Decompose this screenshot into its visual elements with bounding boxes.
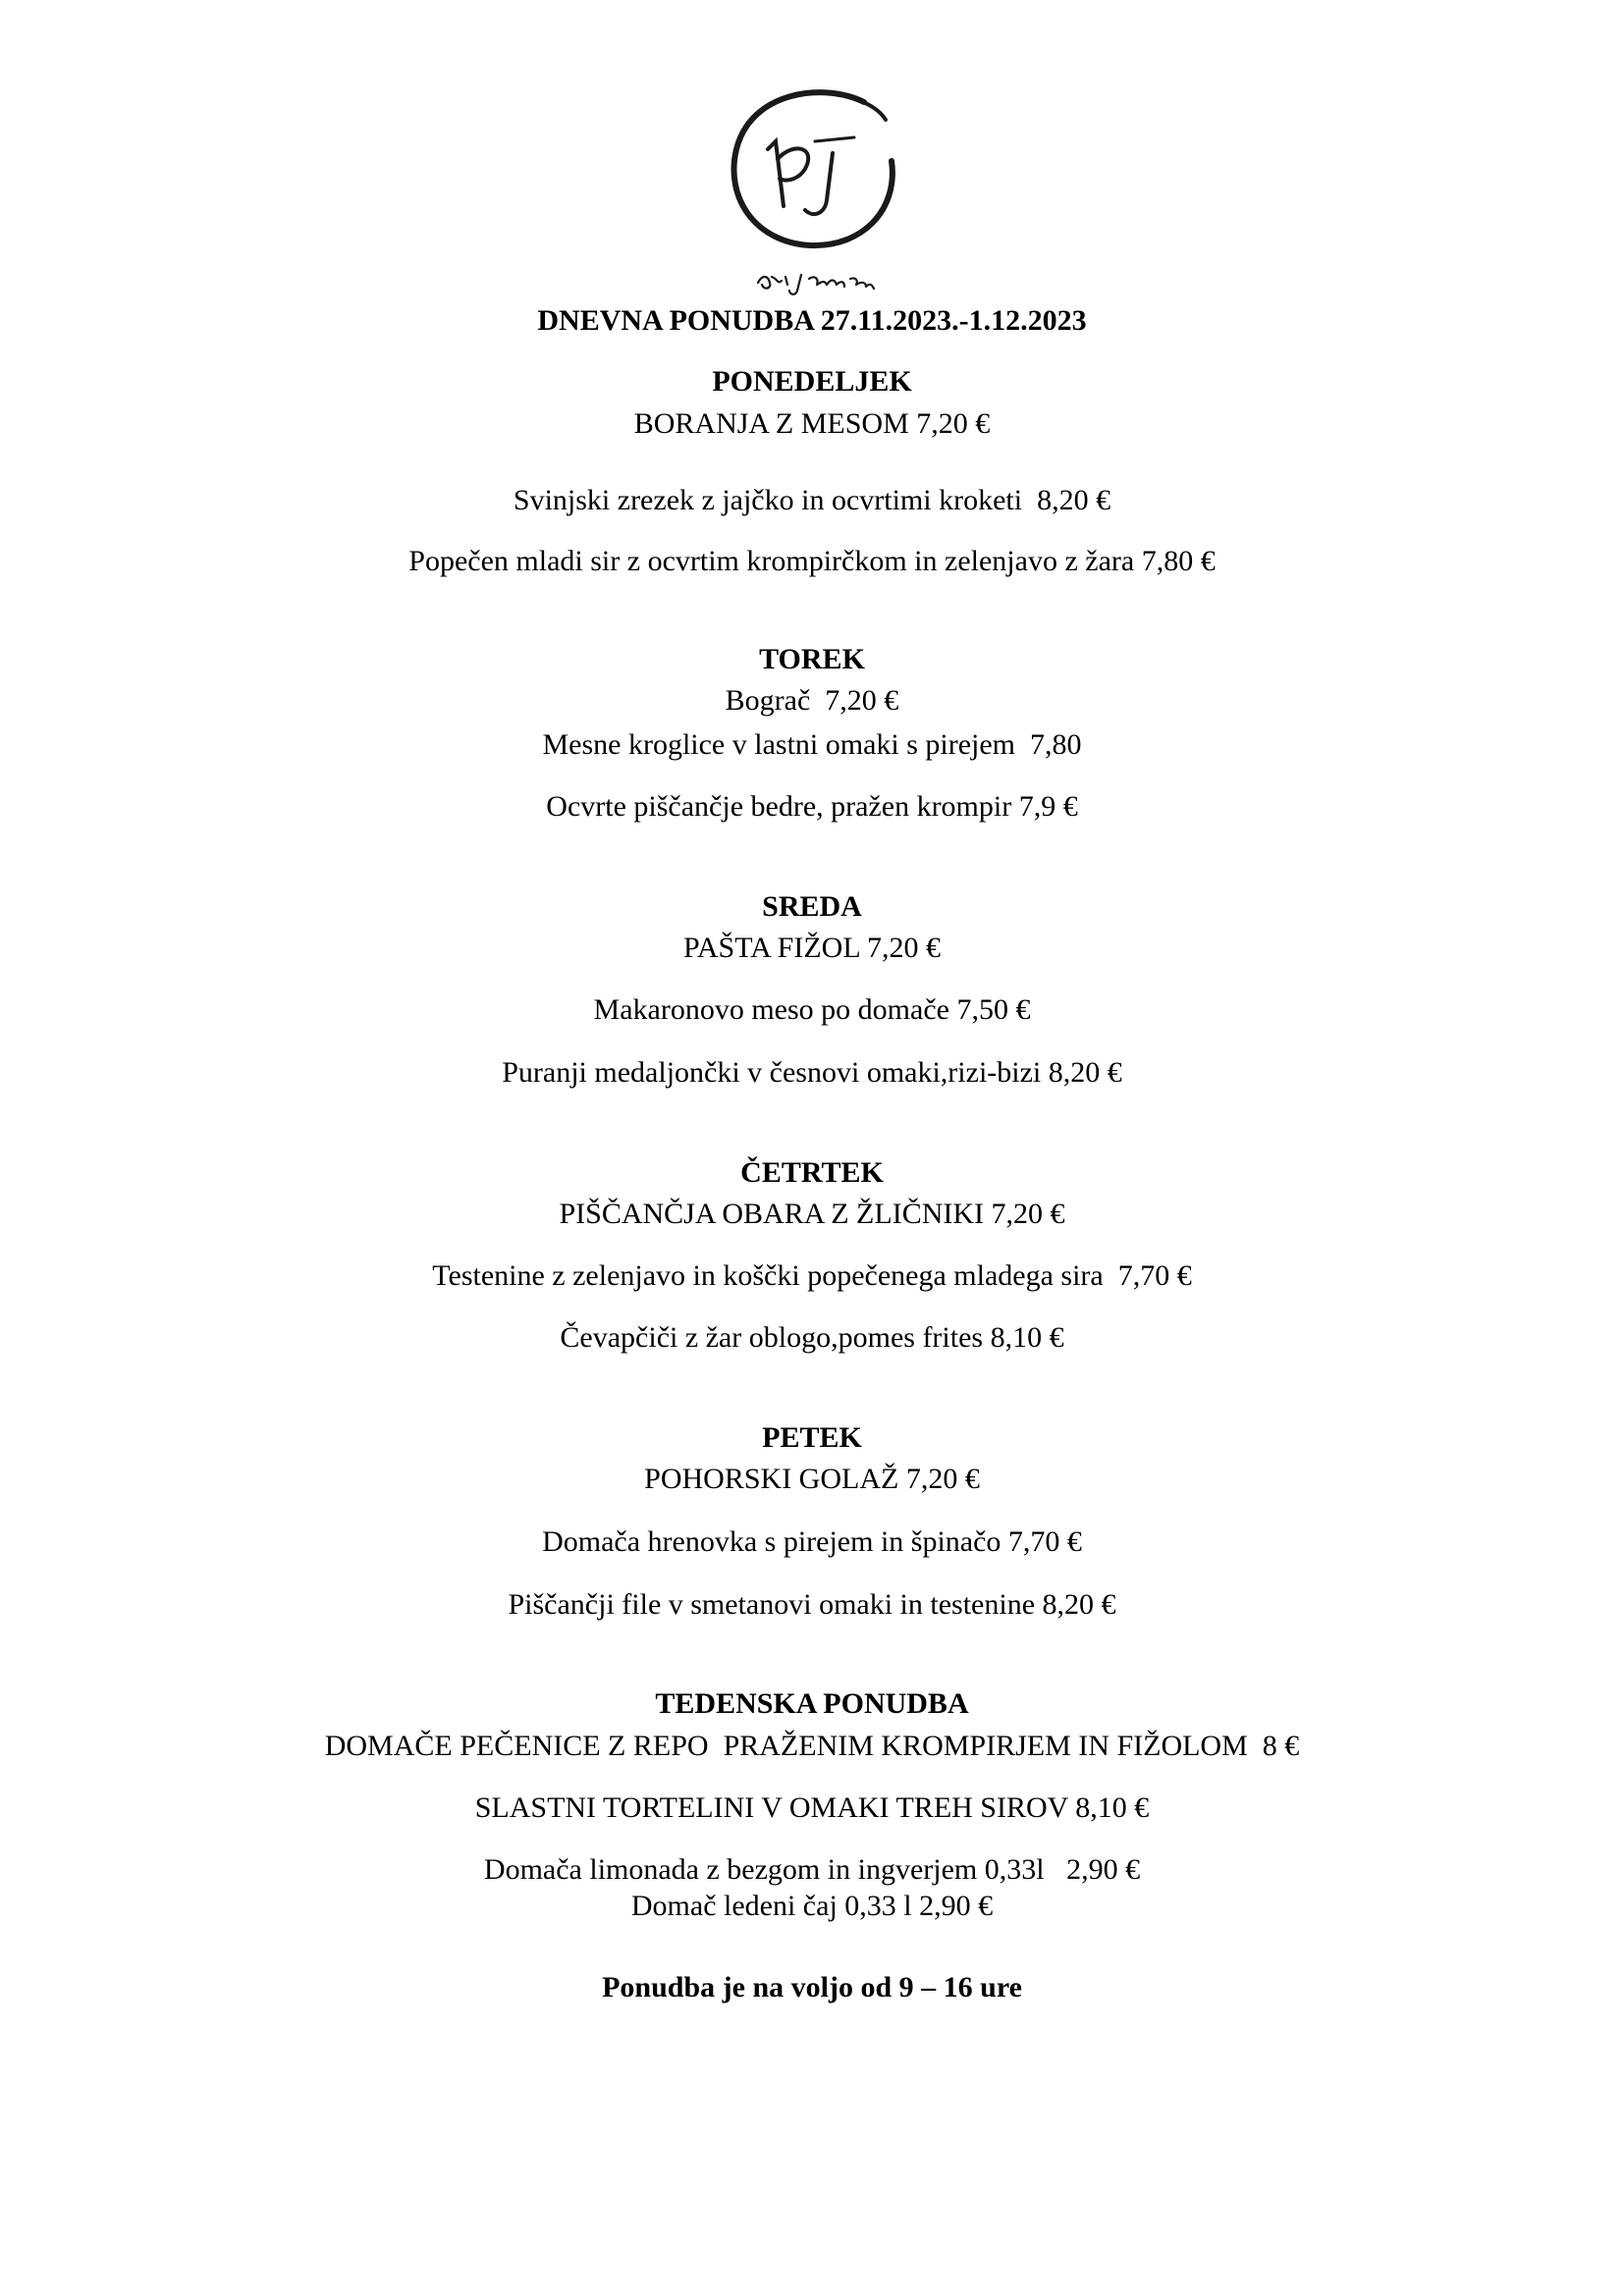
restaurant-logo <box>707 80 923 306</box>
menu-item: Čevapčiči z žar oblogo,pomes frites 8,10 € <box>560 1321 1064 1354</box>
menu-item: POHORSKI GOLAŽ 7,20 € <box>644 1463 980 1495</box>
day-heading-ponedeljek: PONEDELJEK <box>712 365 912 398</box>
menu-item: BORANJA Z MESOM 7,20 € <box>633 407 991 440</box>
weekly-offer-item: Domača limonada z bezgom in ingverjem 0,33l 2,90 € <box>483 1853 1141 1886</box>
logo-mark-icon <box>707 80 923 306</box>
menu-item: Ocvrte piščančje bedre, pražen krompir 7,9 € <box>546 790 1078 823</box>
menu-item: Svinjski zrezek z jajčko in ocvrtimi kroketi 8,20 € <box>513 484 1111 516</box>
menu-item: PAŠTA FIŽOL 7,20 € <box>682 932 942 964</box>
menu-item: Popečen mladi sir z ocvrtim krompirčkom in zelenjavo z žara 7,80 € <box>408 545 1216 577</box>
menu-item: Makaronovo meso po domače 7,50 € <box>593 993 1031 1026</box>
day-heading-petek: PETEK <box>762 1421 862 1454</box>
weekly-offer-item: Domač ledeni čaj 0,33 l 2,90 € <box>630 1890 994 1922</box>
menu-title: DNEVNA PONUDBA 27.11.2023.-1.12.2023 <box>537 304 1087 337</box>
availability-note: Ponudba je na voljo od 9 – 16 ure <box>602 1971 1022 2003</box>
menu-item: Bograč 7,20 € <box>725 684 899 717</box>
menu-item: Piščančji file v smetanovi omaki in testenine 8,20 € <box>508 1588 1116 1621</box>
menu-item: Domača hrenovka s pirejem in špinačo 7,70 € <box>542 1525 1082 1558</box>
weekly-offer-item: DOMAČE PEČENICE Z REPO PRAŽENIM KROMPIRJEM IN FIŽOLOM 8 € <box>324 1730 1300 1762</box>
menu-item: Mesne kroglice v lastni omaki s pirejem 7,80 <box>542 728 1082 761</box>
day-heading-cetrtek: ČETRTEK <box>740 1156 884 1189</box>
menu-item: Puranji medaljončki v česnovi omaki,rizi-bizi 8,20 € <box>502 1056 1122 1089</box>
weekly-offer-heading: TEDENSKA PONUDBA <box>655 1687 969 1720</box>
menu-item: PIŠČANČJA OBARA Z ŽLIČNIKI 7,20 € <box>559 1198 1065 1230</box>
weekly-offer-item: SLASTNI TORTELINI V OMAKI TREH SIROV 8,10 € <box>474 1791 1150 1824</box>
day-heading-torek: TOREK <box>759 643 865 675</box>
menu-item: Testenine z zelenjavo in koščki popečenega mladega sira 7,70 € <box>432 1259 1192 1292</box>
day-heading-sreda: SREDA <box>762 890 862 923</box>
